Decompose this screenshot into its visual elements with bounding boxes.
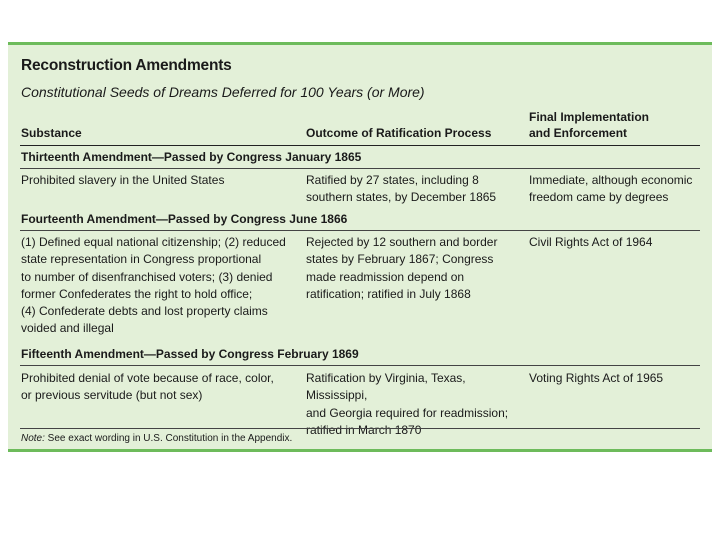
note-label: Note:: [21, 433, 45, 444]
column-header-outcome: Outcome of Ratification Process: [306, 126, 492, 140]
cell-line: Voting Rights Act of 1965: [529, 371, 664, 385]
column-header-final-line2: and Enforcement: [529, 126, 628, 140]
cell-final-fifteenth: [529, 370, 704, 387]
row-divider: [20, 365, 700, 366]
row-divider: [20, 168, 700, 169]
cell-line: Prohibited slavery in the United States: [21, 173, 225, 187]
cell-line: former Confederates the right to hold office;: [21, 286, 253, 301]
cell-substance-thirteenth: [21, 172, 306, 189]
cell-line: Civil Rights Act of 1964: [529, 235, 653, 249]
cell-line: ratification; ratified in July 1868: [306, 286, 471, 301]
cell-line: Rejected by 12 southern and border: [306, 235, 498, 249]
column-header-final: [529, 109, 649, 141]
cell-final-thirteenth: [529, 172, 704, 207]
cell-line: Immediate, although economic: [529, 173, 693, 187]
cell-line: states by February 1867; Congress: [306, 252, 494, 267]
row-heading-thirteenth: Thirteenth Amendment—Passed by Congress January 1865: [21, 150, 362, 164]
cell-line: to number of disenfranchised voters; (3) denied: [21, 269, 273, 284]
reconstruction-amendments-table: [8, 42, 712, 452]
cell-line: (4) Confederate debts and lost property claims: [21, 304, 268, 319]
cell-line: or previous servitude (but not sex): [21, 388, 203, 403]
table-subtitle: Constitutional Seeds of Dreams Deferred for 100 Years (or More): [21, 84, 425, 100]
cell-line: and Georgia required for readmission;: [306, 405, 509, 420]
cell-line: ratified in March 1870: [306, 422, 422, 437]
table-note: [21, 433, 292, 444]
cell-line: Ratification by Virginia, Texas, Mississippi,: [306, 371, 466, 403]
cell-line: voided and illegal: [21, 321, 114, 336]
cell-line: (1) Defined equal national citizenship; (2) reduced: [21, 235, 286, 249]
note-text: See exact wording in U.S. Constitution in the Appendix.: [44, 433, 293, 444]
row-heading-fourteenth: Fourteenth Amendment—Passed by Congress June 1866: [21, 212, 348, 226]
header-divider: [20, 145, 700, 146]
row-divider: [20, 230, 700, 231]
cell-line: southern states, by December 1865: [306, 190, 497, 205]
cell-outcome-thirteenth: [306, 172, 528, 207]
cell-substance-fifteenth: [21, 370, 306, 405]
cell-line: made readmission depend on: [306, 269, 465, 284]
column-header-substance: Substance: [21, 126, 82, 140]
column-header-final-line1: Final Implementation: [529, 110, 650, 124]
row-heading-fifteenth: Fifteenth Amendment—Passed by Congress February 1869: [21, 347, 359, 361]
cell-line: freedom came by degrees: [529, 190, 669, 205]
table-title: Reconstruction Amendments: [21, 57, 232, 74]
cell-line: Ratified by 27 states, including 8: [306, 173, 479, 187]
cell-substance-fourteenth: [21, 234, 306, 338]
cell-line: Prohibited denial of vote because of race, color,: [21, 371, 274, 385]
cell-outcome-fourteenth: [306, 234, 528, 303]
footer-divider: [20, 428, 700, 429]
cell-line: state representation in Congress proportional: [21, 252, 262, 267]
cell-final-fourteenth: [529, 234, 704, 251]
